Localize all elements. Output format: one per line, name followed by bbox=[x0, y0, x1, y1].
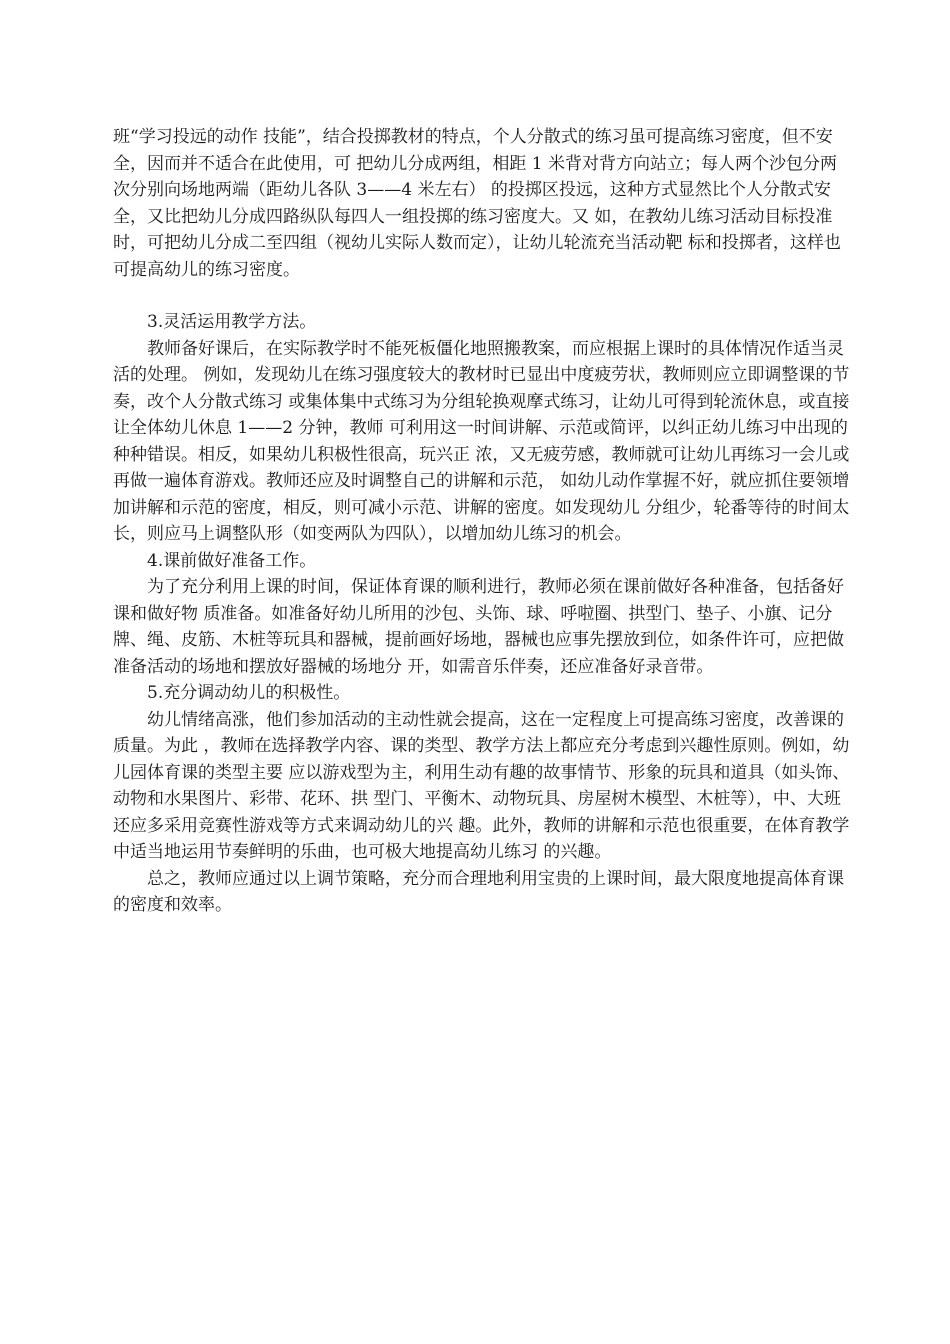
heading-preparation: 4.课前做好准备工作。 bbox=[147, 550, 317, 571]
paragraph-preparation: 为了充分利用上课的时间，保证体育课的顺利进行，教师必须在课前做好各种准备，包括备好课和做好物 质准备。如准备好幼儿所用的沙包、头饰、球、呼啦圈、拱型门、垫子、小旗、记分牌、绳、皮筋、木桩等玩具和器械，提前画好场地，器械也应事先摆放到位，如条件许可，应把做准备活动的场地和摆放好器械的场地分 开，如需音乐伴奏，还应准备好录音带。 bbox=[113, 577, 844, 677]
document-body bbox=[113, 124, 853, 919]
paragraph-conclusion: 总之，教师应通过以上调节策略，充分而合理地利用宝贵的上课时间，最大限度地提高体育课的密度和效率。 bbox=[113, 868, 844, 915]
paragraph-grouping-practice: 班“学习投远的动作 技能”，结合投掷教材的特点，个人分散式的练习虽可提高练习密度，但不安全，因而并不适合在此使用，可 把幼儿分成两组，相距 1 米背对背方向站立；每人两个沙包分两次分别向场地两端（距幼儿各队 3——4 米左右） 的投掷区投远，这种方式显然比个人分散式安全，又比把幼儿分成四路纵队每四人一组投掷的练习密度大。又 如，在教幼儿练习活动目标投准时，可把幼儿分成二至四组（视幼儿实际人数而定），让幼儿轮流充当活动靶 标和投掷者，这样也可提高幼儿的练习密度。 bbox=[113, 127, 841, 280]
paragraph-gap bbox=[113, 283, 853, 309]
heading-motivation: 5.充分调动幼儿的积极性。 bbox=[147, 683, 351, 703]
paragraph-flexible-methods: 教师备好课后，在实际教学时不能死板僵化地照搬教案，而应根据上课时的具体情况作适当灵活的处理。 例如，发现幼儿在练习强度较大的教材时已显出中度疲劳状，教师则应立即调整课的节奏，改个人分散式练习 或集体集中式练习为分组轮换观摩式练习，让幼儿可得到轮流休息，或直接让全体幼儿休息 1——2 分钟，教师 可利用这一时间讲解、示范或简评，以纠正幼儿练习中出现的种种错误。相反，如果幼儿积极性很高，玩兴正 浓，又无疲劳感，教师就可让幼儿再练习一会儿或再做一遍体育游戏。教师还应及时调整自己的讲解和示范， 如幼儿动作掌握不好，就应抓住要领增加讲解和示范的密度，相反，则可减小示范、讲解的密度。如发现幼儿 分组少，轮番等待的时间太长，则应马上调整队形（如变两队为四队），以增加幼儿练习的机会。 bbox=[113, 338, 850, 544]
paragraph-motivation: 幼儿情绪高涨，他们参加活动的主动性就会提高，这在一定程度上可提高练习密度，改善课的质量。为此 ，教师在选择教学内容、课的类型、教学方法上都应充分考虑到兴趣性原则。例如，幼儿园体育课的类型主要 应以游戏型为主，利用生动有趣的故事情节、形象的玩具和道具（如头饰、动物和水果图片、彩带、花环、拱 型门、平衡木、动物玩具、房屋树木模型、木桩等），中、大班还应多采用竞赛性游戏等方式来调动幼儿的兴 趣。此外，教师的讲解和示范也很重要，在体育教学中适当地运用节奏鲜明的乐曲，也可极大地提高幼儿练习 的兴趣。 bbox=[113, 709, 850, 862]
heading-flexible-methods: 3.灵活运用教学方法。 bbox=[147, 312, 317, 332]
